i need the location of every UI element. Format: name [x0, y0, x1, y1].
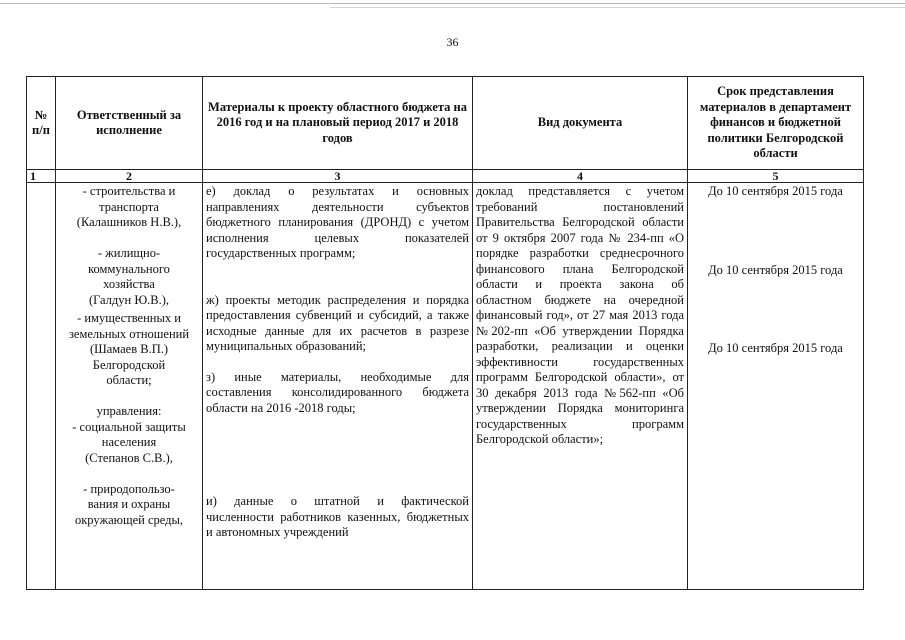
deadline-item: До 10 сентября 2015 года [708, 262, 843, 277]
spacer [691, 200, 860, 263]
row-number-cell [27, 183, 56, 590]
responsible-line: управления: [96, 404, 162, 418]
table-row [27, 183, 864, 590]
materials-item-z: з) иные материалы, необходимые для составления консолидированного бюджета области на 2016 -2018 годы; [206, 369, 469, 415]
responsible-line [59, 389, 199, 405]
responsible-line: области; [106, 373, 152, 387]
deadline-item: До 10 сентября 2015 года [708, 184, 843, 198]
column-number-1: 1 [27, 170, 56, 183]
materials-item-zh: ж) проекты методик распределения и порядка предоставления субвенций и субсидий, а также исходные данные для их расчетов в разрезе муниципальных образований; [206, 292, 469, 353]
responsible-line: (Калашников Н.В.), [76, 215, 182, 229]
top-border-line-secondary [330, 7, 905, 8]
spacer [691, 278, 860, 341]
responsible-line: коммунального [88, 261, 170, 276]
responsible-line [59, 466, 199, 482]
responsible-line [59, 231, 199, 247]
responsible-line: (Шамаев В.П.) [89, 342, 169, 356]
column-number-4: 4 [473, 170, 688, 183]
responsible-line: Белгородской [92, 357, 166, 372]
responsible-line: - природопользо- [83, 481, 175, 496]
responsible-line: (Галдун Ю.В.), [88, 292, 170, 307]
responsible-line: земельных отношений [68, 326, 190, 341]
header-deadline: Срок представления материалов в департамент финансов и бюджетной политики Белгородской области [688, 77, 864, 170]
responsible-line: транспорта [99, 199, 159, 214]
responsible-line: (Степанов С.В.), [85, 450, 173, 465]
table-header-row [27, 77, 864, 170]
responsible-line: вания и охраны [87, 497, 171, 511]
responsible-cell [56, 183, 203, 590]
header-materials: Материалы к проекту областного бюджета на 2016 год и на плановый период 2017 и 2018 годов [203, 77, 473, 170]
column-number-2: 2 [56, 170, 203, 183]
top-border-line [0, 3, 905, 4]
responsible-line: - имущественных и [77, 311, 181, 325]
deadline-item: До 10 сентября 2015 года [708, 341, 843, 355]
responsible-line: окружающей среды, [74, 512, 184, 527]
column-number-5: 5 [688, 170, 864, 183]
spacer [206, 416, 469, 494]
spacer [206, 355, 469, 370]
spacer [206, 262, 469, 293]
header-document-type: Вид документа [473, 77, 688, 170]
document-type-text: доклад представляется с учетом требований постановлений Правительства Белгородской области от 9 октября 2007 года № 234-пп «О порядке разработки среднесрочного финансового плана Белгородской области и проекта закона об областном бюджете на очередной финансовый год», от 27 мая 2013 года №202-пп «Об утверждении Порядка разработки, реализации и оценки эффективности государственных программ Белгородской области», от 30 декабря 2013 года №562-пп «Об утверждении Порядка мониторинга государственных программ Белгородской области»; [476, 184, 684, 446]
document-type-cell [473, 183, 688, 590]
materials-cell [203, 183, 473, 590]
budget-materials-table [26, 76, 864, 590]
materials-item-i: и) данные о штатной и фактической численности работников казенных, бюджетных и автономных учреждений [206, 494, 469, 539]
responsible-line: населения [101, 435, 157, 449]
column-number-row [27, 170, 864, 183]
column-number-3: 3 [203, 170, 473, 183]
responsible-line: - строительства и [82, 184, 176, 198]
header-responsible: Ответственный за исполнение [56, 77, 203, 170]
responsible-line: - жилищно- [97, 246, 161, 260]
materials-item-e: е) доклад о результатах и основных направлениях деятельности субъектов бюджетного планирования (ДРОНД) с учетом исполнения целевых показателей государственных программ; [206, 184, 469, 260]
deadline-cell [688, 183, 864, 590]
responsible-line: - социальной защиты [72, 419, 186, 434]
responsible-line: хозяйства [103, 277, 155, 291]
page-number: 36 [446, 35, 459, 49]
header-number: № п/п [27, 77, 56, 170]
